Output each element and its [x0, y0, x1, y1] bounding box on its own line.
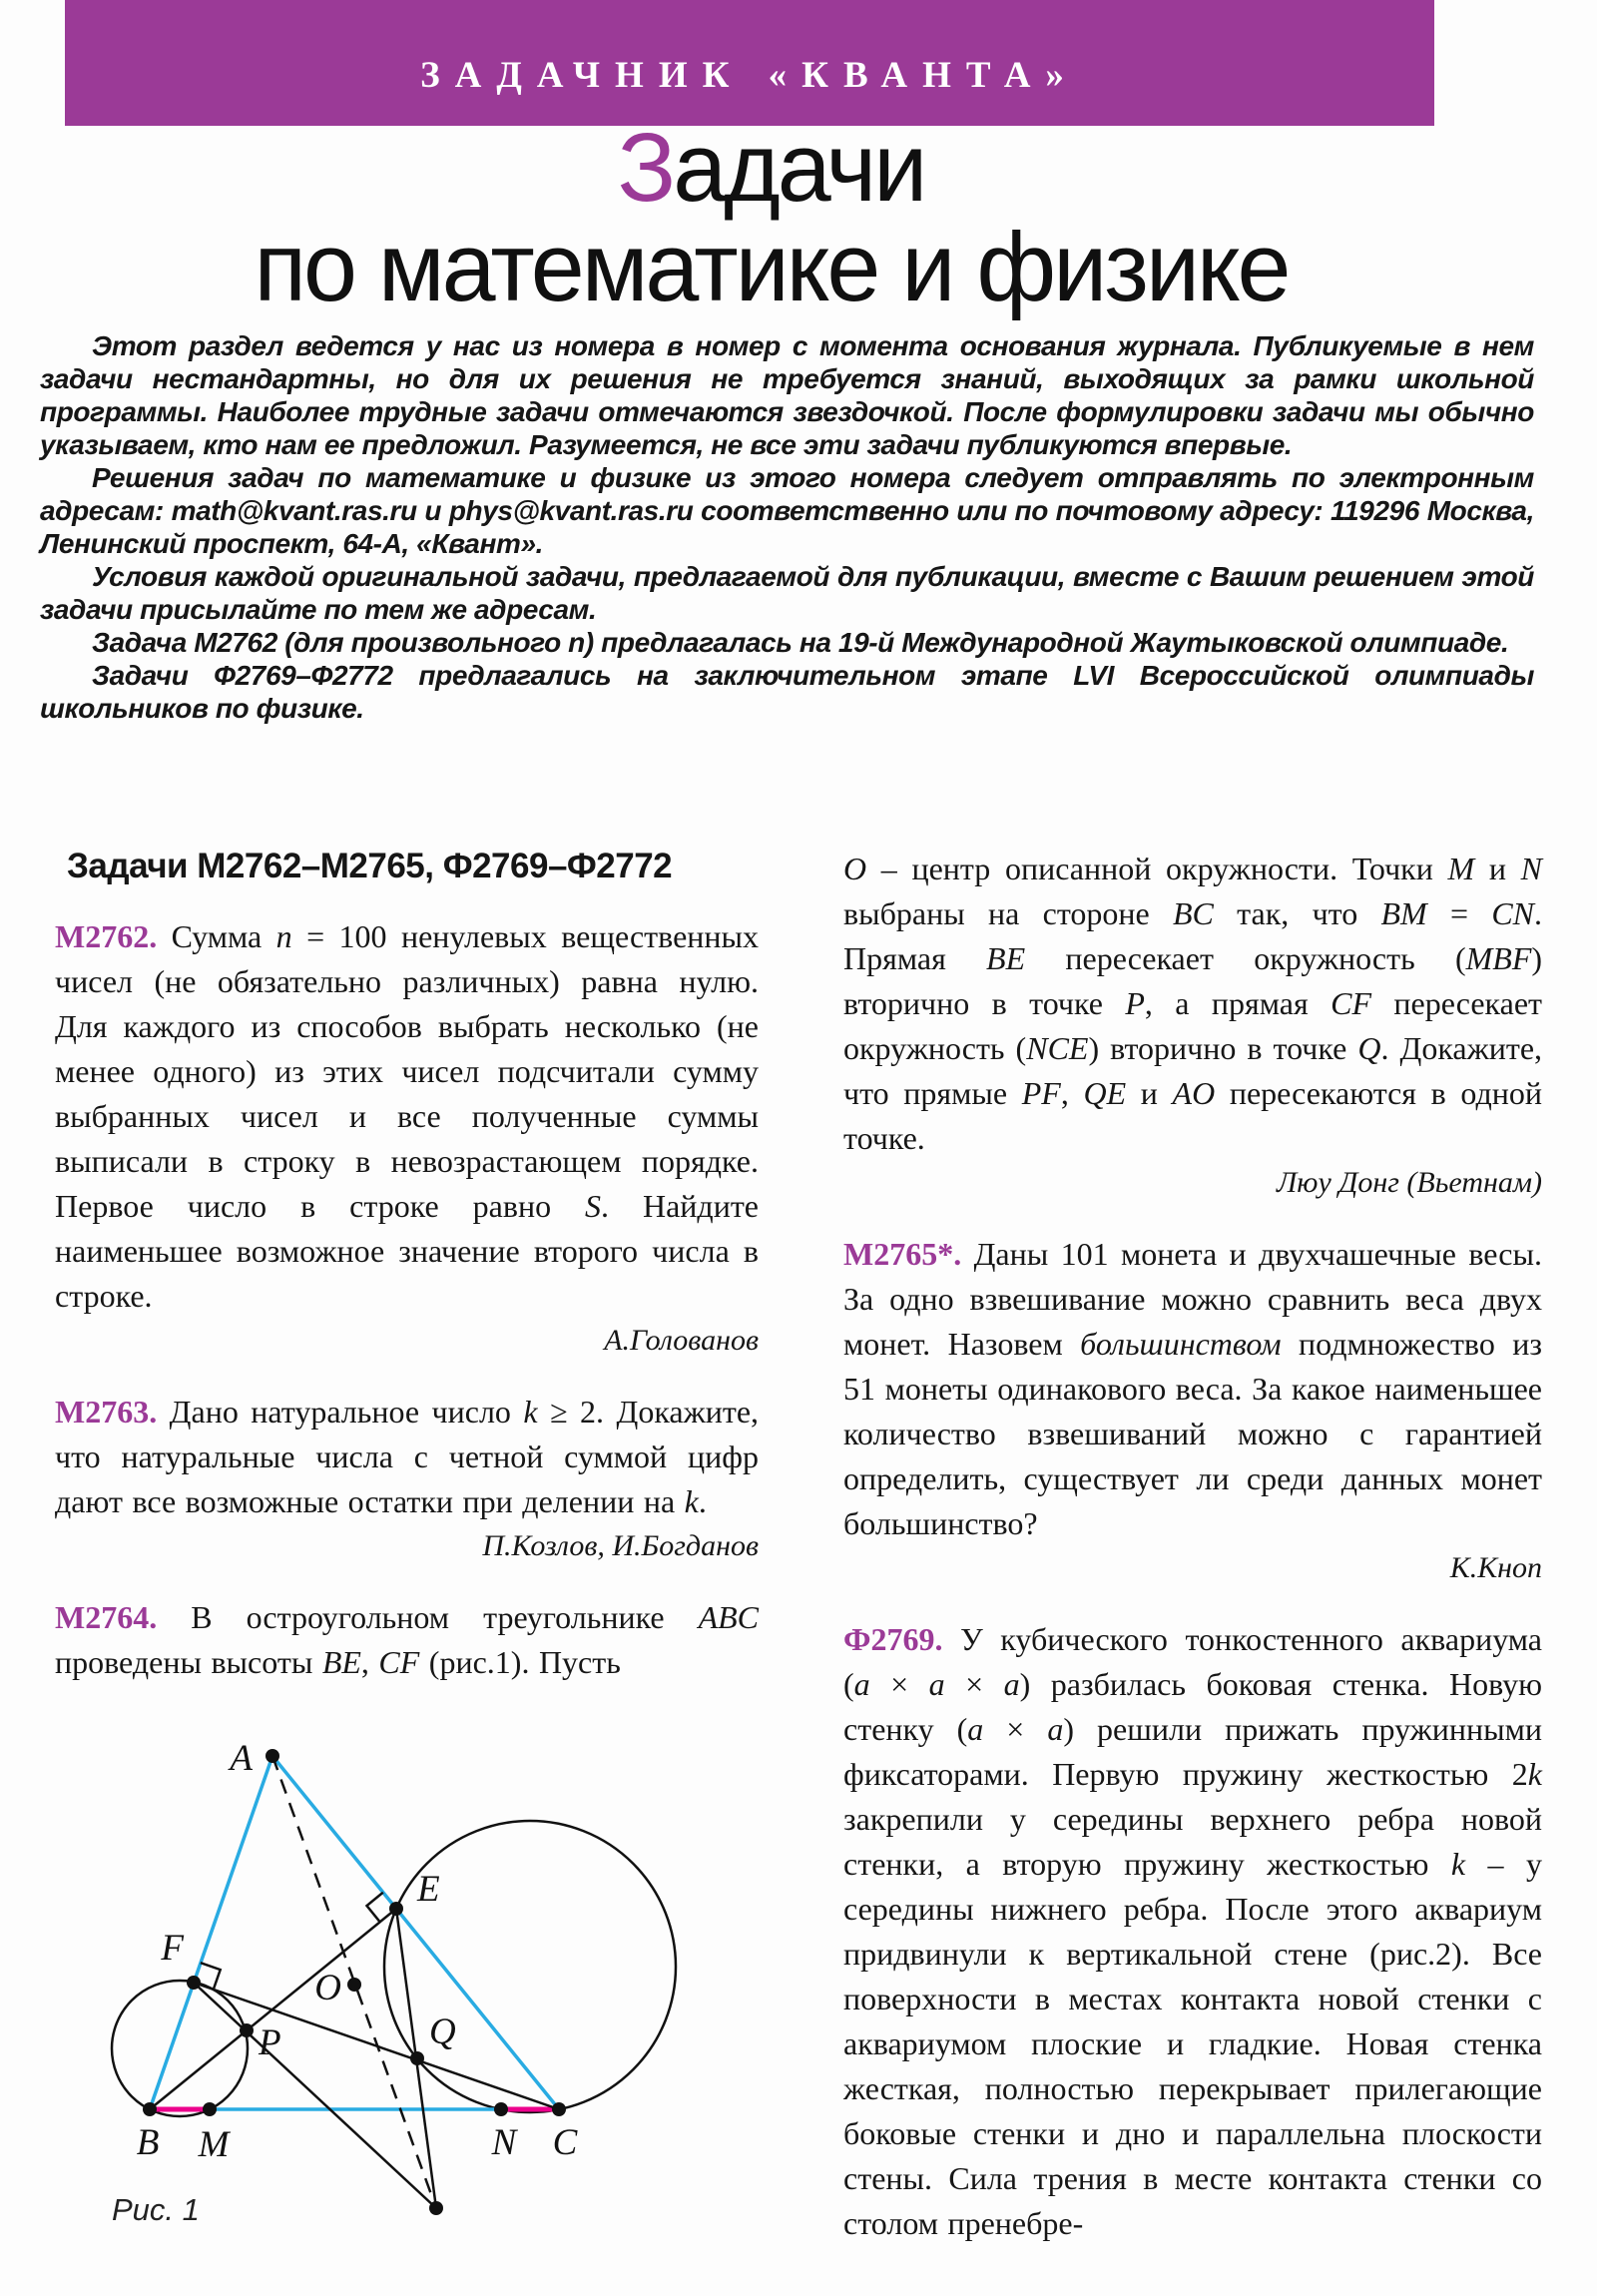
problem-author: А.Голованов — [604, 1324, 759, 1357]
circle-mbf — [112, 1981, 248, 2116]
problem-number: М2764. — [55, 1599, 192, 1635]
figure-1 — [55, 1722, 764, 2266]
problem-text: М2764. В остроугольном треугольнике ABC проведены высоты BE, CF (рис.1). Пусть — [55, 1599, 760, 1680]
intro-paragraph: Задача М2762 (для произвольного n) предлагалась на 19-й Международной Жаутыковской олимпиаде. — [92, 627, 1509, 658]
page-title-line2: по математике и физике — [254, 213, 1289, 321]
figure-label-O: O — [314, 1968, 341, 2009]
left-column — [55, 847, 759, 1685]
problem-number: М2762. — [55, 918, 172, 954]
figure-label-B: B — [136, 2122, 160, 2163]
problem-number: Ф2769. — [843, 1621, 961, 1657]
intro-paragraph: Решения задач по математике и физике из этого номера следует отправлять по электронным адресам: math@kvant.ras.ru и phys@kvant.ras.ru соответственно или по почтовому адресу: 119296 Москва, Ленинский проспект, 64-А, «Квант». — [40, 462, 1534, 559]
figure-caption: Рис. 1 — [112, 2192, 200, 2227]
figure-label-F: F — [161, 1928, 184, 1969]
page-title — [30, 113, 1512, 321]
section-band-title: ЗАДАЧНИК «КВАНТА» — [420, 54, 1079, 96]
figure-label-N: N — [491, 2122, 517, 2163]
problem-author: К.Кноп — [1449, 1551, 1542, 1584]
intro-paragraph: Этот раздел ведется у нас из номера в номер с момента основания журнала. Публикуемые в нем задачи нестандартны, но для их решения не требуется знаний, выходящих за рамки школьной программы. Наиболее трудные задачи отмечаются звездочкой. После формулировки задачи мы обычно указываем, кто нам ее предложил. Разумеется, не все эти задачи публикуются впервые. — [40, 330, 1534, 460]
point-dot-q — [410, 2051, 424, 2065]
right-column — [843, 847, 1542, 2246]
problem-number: М2763. — [55, 1394, 170, 1430]
point-dot-e — [389, 1902, 403, 1916]
point-dot-c — [552, 2102, 566, 2116]
problem-author: Люу Донг (Вьетнам) — [1276, 1166, 1542, 1199]
page-title-line1 — [30, 113, 1512, 222]
title-initial: З — [617, 113, 674, 222]
problem-text: М2763. Дано натуральное число k ≥ 2. Докажите, что натуральные числа с четной суммой цифр дают все возможные остатки при делении на k. — [55, 1394, 760, 1519]
figure-label-E: E — [417, 1869, 440, 1910]
figure-label-M: M — [198, 2124, 230, 2165]
problem-author: П.Козлов, И.Богданов — [482, 1529, 759, 1562]
title-line1-rest: адачи — [673, 113, 925, 222]
problem-text: М2765*. Даны 101 монета и двухчашечные весы. За одно взвешивание можно сравнить веса двух монет. Назовем большинством подмножество из 51 монеты одинакового веса. За какое наименьшее количество взвешиваний можно с гарантией определить, существует ли среди данных монет большинство? — [843, 1236, 1543, 1541]
point-dot-o — [347, 1978, 361, 1992]
figure-label-C: C — [552, 2122, 578, 2163]
point-dot-n — [494, 2102, 508, 2116]
point-dot-b — [143, 2102, 157, 2116]
figure-svg — [55, 1722, 764, 2266]
circle-nce — [384, 1821, 676, 2112]
problems-range-heading: Задачи М2762–М2765, Ф2769–Ф2772 — [67, 847, 673, 885]
point-dot-f — [187, 1976, 201, 1990]
point-dot-m — [203, 2102, 217, 2116]
intro — [40, 329, 1534, 725]
point-dot-a — [266, 1749, 279, 1763]
figure-label-A: A — [230, 1738, 253, 1779]
problem-text: Ф2769. У кубического тонкостенного аквариума (a × a × a) разбилась боковая стенка. Новую стенку (a × a) решили прижать пружинными фиксаторами. Первую пружину жесткостью 2k закрепили у середины верхнего ребра новой стенки, а вторую пружину жесткостью k – у середины нижнего ребра. После этого аквариум придвинули к вертикальной стене (рис.2). Все поверхности в местах контакта новой стенки с аквариумом плоские и гладкие. Новая стенка жесткая, полностью перекрывает прилегающие боковые стенки и дно и параллельна плоскости стены. Сила трения в месте контакта стенки со столом пренебре- — [843, 1621, 1543, 2241]
point-dot-concurrency — [429, 2201, 443, 2215]
problem-continuation-text: O – центр описанной окружности. Точки M и N выбраны на стороне BC так, что BM = CN. Прямая BE пересекает окружность (MBF) вторично в точке P, а прямая CF пересекает окружность (NCE) вторично в точке Q. Докажите, что прямые PF, QE и AO пересекаются в одной точке. — [843, 851, 1543, 1156]
figure-label-Q: Q — [429, 2011, 456, 2052]
intro-paragraph: Задачи Ф2769–Ф2772 предлагались на заключительном этапе LVI Всероссийской олимпиады школьников по физике. — [40, 660, 1534, 724]
problem-number: М2765*. — [843, 1236, 974, 1272]
section-band — [65, 0, 1434, 126]
problem-text: М2762. Сумма n = 100 ненулевых вещественных чисел (не обязательно различных) равна нулю. Для каждого из способов выбрать несколько (не менее одного) из этих чисел подсчитали сумму выбранных чисел и все полученные суммы выписали в строку в невозрастающем порядке. Первое число в строке равно S. Найдите наименьшее возможное значение второго числа в строке. — [55, 918, 760, 1314]
right-angle-mark-e — [367, 1893, 383, 1923]
intro-paragraph: Условия каждой оригинальной задачи, предлагаемой для публикации, вместе с Вашим решением этой задачи присылайте по тем же адресам. — [40, 561, 1534, 625]
figure-label-P: P — [259, 2022, 281, 2063]
point-dot-p — [240, 2023, 254, 2037]
